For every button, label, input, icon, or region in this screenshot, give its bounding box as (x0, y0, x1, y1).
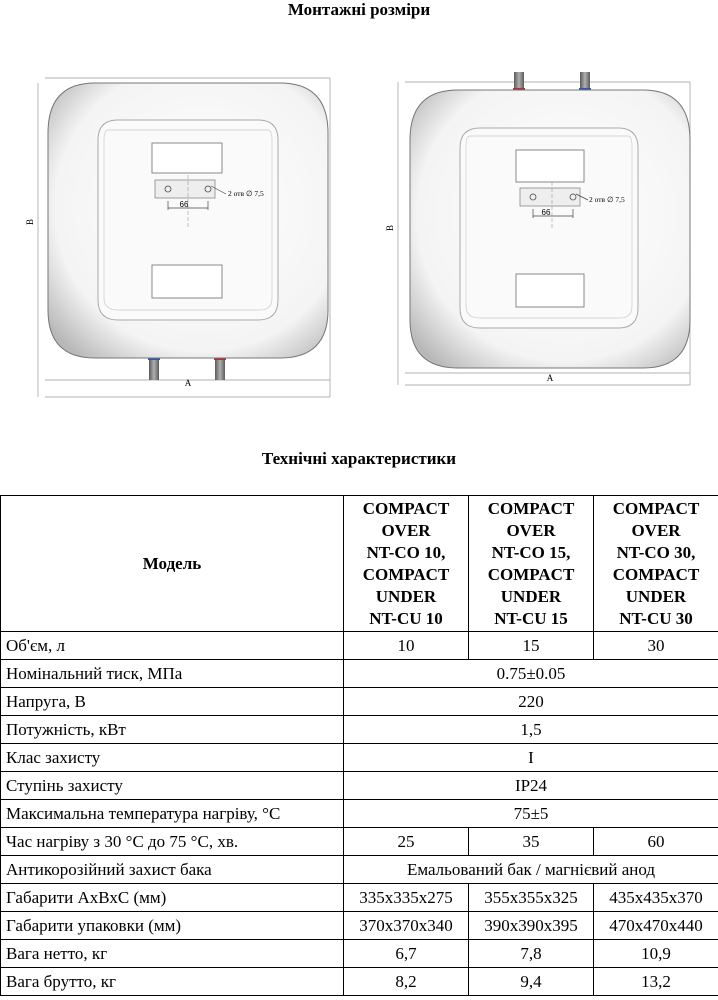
row-value: 355x355x325 (469, 884, 594, 912)
row-value: 8,2 (344, 968, 469, 996)
table-row (1, 968, 718, 996)
spacing-label-right: 66 (541, 208, 551, 217)
table-row (1, 632, 718, 660)
row-label: Вага нетто, кг (1, 940, 344, 968)
row-label: Клас захисту (1, 744, 344, 772)
table-row (1, 940, 718, 968)
holes-label-left: 2 отв ∅ 7,5 (228, 189, 264, 198)
row-value: 30 (594, 632, 718, 660)
row-label: Напруга, В (1, 688, 344, 716)
row-value: 10 (344, 632, 469, 660)
row-value: 335x335x275 (344, 884, 469, 912)
table-row (1, 716, 718, 744)
table-row (1, 884, 718, 912)
model-col-3: COMPACT OVER NT-CO 30, COMPACT UNDER NT-CU 30 (594, 496, 718, 632)
row-label: Габарити упаковки (мм) (1, 912, 344, 940)
row-value: 7,8 (469, 940, 594, 968)
model-col-2: COMPACT OVER NT-CO 15, COMPACT UNDER NT-CU 15 (469, 496, 594, 632)
row-value-merged: I (344, 744, 718, 772)
model-col-1: COMPACT OVER NT-CO 10, COMPACT UNDER NT-CU 10 (344, 496, 469, 632)
table-header-row (1, 496, 718, 632)
row-value-merged: 220 (344, 688, 718, 716)
table-row (1, 800, 718, 828)
row-label: Габарити АхВхС (мм) (1, 884, 344, 912)
dim-b-label-left: B (25, 218, 35, 226)
row-value-merged: 1,5 (344, 716, 718, 744)
row-label: Час нагріву з 30 °С до 75 °С, хв. (1, 828, 344, 856)
row-value: 9,4 (469, 968, 594, 996)
dim-a-label-left: A (184, 378, 192, 388)
row-label: Об'єм, л (1, 632, 344, 660)
table-row (1, 828, 718, 856)
row-value: 10,9 (594, 940, 718, 968)
row-value: 13,2 (594, 968, 718, 996)
row-label: Вага брутто, кг (1, 968, 344, 996)
dim-a-label-right: A (546, 373, 554, 383)
row-value: 470x470x440 (594, 912, 718, 940)
table-row (1, 660, 718, 688)
row-value-merged: 75±5 (344, 800, 718, 828)
dim-b-label-right: B (385, 224, 395, 232)
table-row (1, 772, 718, 800)
row-value-merged: 0.75±0.05 (344, 660, 718, 688)
table-row (1, 912, 718, 940)
row-value: 60 (594, 828, 718, 856)
row-value: 25 (344, 828, 469, 856)
specs-table-body (1, 496, 718, 996)
heater-over-drawing (398, 72, 690, 385)
row-value-merged: Емальований бак / магнієвий анод (344, 856, 718, 884)
row-value: 6,7 (344, 940, 469, 968)
row-value-merged: IP24 (344, 772, 718, 800)
holes-label-right: 2 отв ∅ 7,5 (589, 195, 625, 204)
row-value: 370x370x340 (344, 912, 469, 940)
mounting-drawings (0, 40, 718, 410)
specs-heading: Технічні характеристики (261, 449, 457, 468)
row-value: 390x390x395 (469, 912, 594, 940)
row-label: Антикорозійний захист бака (1, 856, 344, 884)
row-value: 15 (469, 632, 594, 660)
heater-under-drawing (38, 78, 330, 397)
row-label: Номінальний тиск, МПа (1, 660, 344, 688)
table-row (1, 856, 718, 884)
specs-table (0, 495, 718, 996)
table-row (1, 744, 718, 772)
row-label: Максимальна температура нагріву, °С (1, 800, 344, 828)
model-header: Модель (1, 496, 344, 632)
row-value: 435x435x370 (594, 884, 718, 912)
row-value: 35 (469, 828, 594, 856)
table-row (1, 688, 718, 716)
row-label: Ступінь захисту (1, 772, 344, 800)
spacing-label-left: 66 (179, 200, 189, 209)
mounting-heading: Монтажні розміри (287, 0, 431, 19)
row-label: Потужність, кВт (1, 716, 344, 744)
